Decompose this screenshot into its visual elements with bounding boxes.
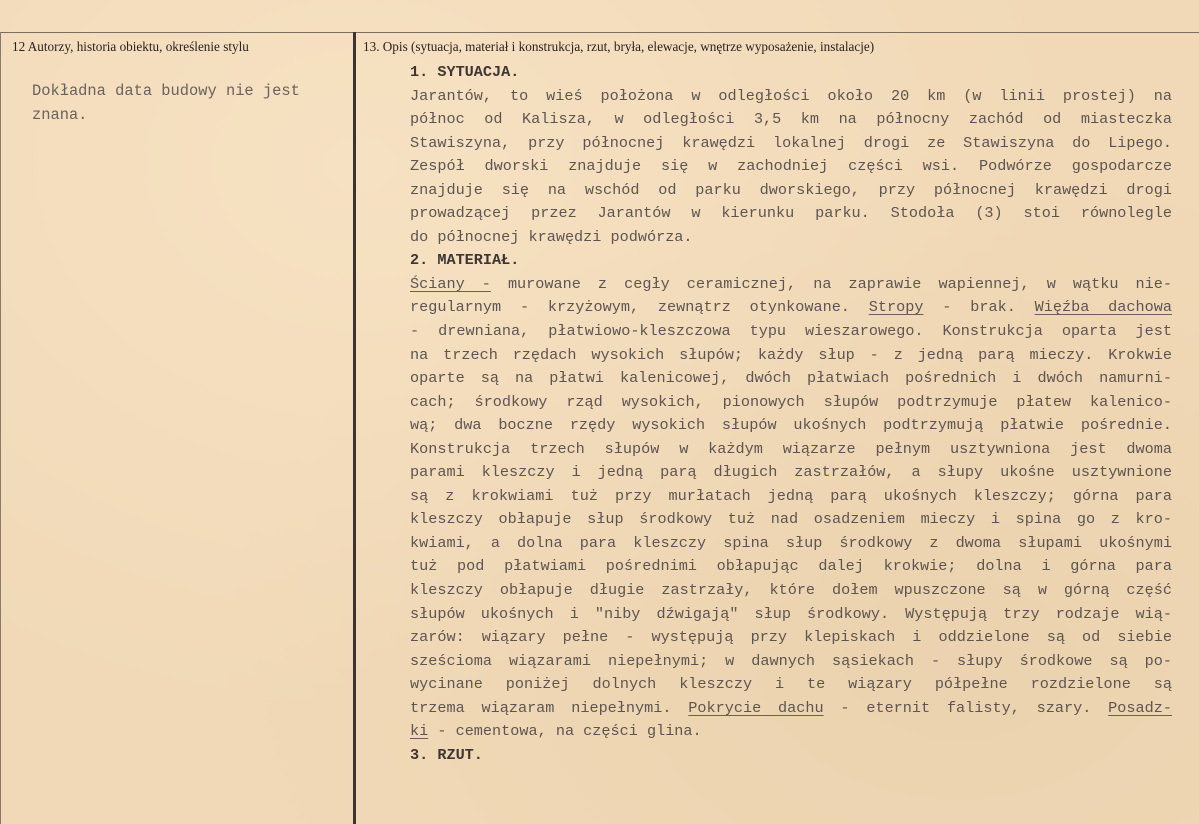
text-run: znajduje się na wschód od parku dworskiego, przy północnej krawędzi drogi [410,180,1172,199]
text-line [410,414,1172,438]
field-12-header [12,39,249,55]
text-run: parami kleszczy i jedną parą długich zastrzałów, a słupy ukośne usztywnione [410,463,1172,482]
text-run: kleszczy obłapuje długie zastrzały, które dołem wpuszczone są w górną część [410,581,1172,600]
field-12-content [32,80,332,127]
text-line [410,438,1172,462]
text-line [410,273,1172,297]
text-line [410,296,1172,320]
text-line [410,179,1172,203]
column-divider [353,32,356,824]
text-line [410,697,1172,721]
text-run: kleszczy obłapuje słup środkowy tuż nad osadzeniem mieczy i spina go z kro- [410,510,1172,529]
text-line [410,508,1172,532]
text-run: sześcioma wiązarami niepełnymi; w dawnych sąsiekach - słupy środkowe są po- [410,651,1172,670]
text-line [410,155,1172,179]
text-line [410,85,1172,109]
text-line [410,391,1172,415]
text-run: wą; dwa boczne rzędy wysokich słupów ukośnych podtrzymują płatwie pośrednie. [410,416,1172,435]
field-12-line: Dokładna data budowy nie jest [32,82,300,100]
section-heading: 1. SYTUACJA. [410,63,520,81]
text-run: Jarantów, to wieś położona w odległości około 20 km (w linii prostej) na [410,86,1172,105]
underlined-term: Pokrycie dachu [688,698,824,717]
text-run: wycinane poniżej dolnych kleszczy i te wiązary półpełne rozdzielone są [410,675,1172,694]
section-heading: 2. MATERIAŁ. [410,251,520,270]
field-12-line: znana. [32,105,88,124]
text-run: Konstrukcja trzech słupów w każdym wiązarze pełnym usztywniona jest dwoma [410,439,1172,458]
underlined-term: Ściany - [410,274,491,293]
text-run: zarów: wiązary pełne - występują przy klepiskach i oddzielone są od siebie [410,628,1172,647]
text-line [410,461,1172,485]
text-run: murowane z cegły ceramicznej, na zaprawie wapiennej, w wątku nie- [490,274,1172,293]
underlined-term: Posadz- [1108,698,1172,717]
text-run: prowadzącej przez Jarantów w kierunku parku. Stodoła (3) stoi równolegle [410,204,1172,223]
text-run: do północnej krawędzi podwórza. [410,227,693,246]
text-line [410,579,1172,603]
text-run: północ od Kalisza, w odległości 3,5 km na północny zachód od miasteczka [410,110,1172,129]
field-12-title: Autorzy, historia obiektu, określenie stylu [27,39,249,54]
text-line [410,603,1172,627]
underlined-term: Więźba dachowa [1034,298,1172,317]
text-line [410,532,1172,556]
text-run: słupów ukośnych i "niby dźwigają" słup środkowy. Występują trzy rodzaje wią- [410,604,1172,623]
section-heading: 3. RZUT. [410,745,483,764]
text-run: są z krokwiami tuż przy murłatach jedną parą ukośnych kleszczy; górna para [410,486,1172,505]
text-run: trzema wiązaram niepełnymi. [410,698,689,717]
text-run: oparte są na płatwi kalenicowej, dwóch płatwiach pośrednich i dwóch namurni- [410,369,1172,388]
underlined-term: Stropy [868,298,924,317]
text-line [410,344,1172,368]
text-run: - cementowa, na części glina. [428,722,702,741]
text-run: - drewniana, płatwiowo-kleszczowa typu wieszarowego. Konstrukcja oparta jest [410,322,1172,341]
underlined-term: ki [410,722,429,741]
text-line [410,320,1172,344]
text-line [410,132,1172,156]
text-line [410,202,1172,226]
text-run: kwiami, a dolna para kleszczy spina słup środkowy z dwoma słupami ukośnymi [410,533,1172,552]
text-line [410,673,1172,697]
text-line [410,367,1172,391]
text-line [410,555,1172,579]
text-line [410,226,1172,250]
text-run: Zespół dworski znajduje się w zachodniej części wsi. Podwórze gospodarcze [410,157,1172,176]
text-line [410,108,1172,132]
text-run: Stawiszyna, przy północnej krawędzi lokalnej drogi ze Stawiszyna do Lipego. [410,133,1172,152]
text-line [410,650,1172,674]
field-12-number: 12 [12,39,26,54]
text-run: tuż pod płatwiami pośrednimi obłapując dalej krokwie; dolna i górna para [410,557,1172,576]
text-line [410,720,1172,744]
left-edge-rule [0,32,1,824]
text-line [410,485,1172,509]
top-rule [0,32,1199,33]
field-13-number: 13. [363,39,380,54]
field-13-content [410,61,1172,767]
text-line [410,626,1172,650]
field-13-header [363,39,874,55]
text-run: - eternit falisty, szary. [823,698,1109,717]
text-run: cach; środkowy rząd wysokich, pionowych słupów podtrzymuje płatew kalenico- [410,392,1172,411]
text-run: - brak. [923,298,1035,317]
text-run: regularnym - krzyżowym, zewnątrz otynkowane. [410,298,869,317]
text-run: na trzech rzędach wysokich słupów; każdy słup - z jedną parą mieczy. Krokwie [410,345,1172,364]
field-13-title: Opis (sytuacja, materiał i konstrukcja, rzut, bryła, elewacje, wnętrze wyposażenie, instalacje) [382,39,875,54]
